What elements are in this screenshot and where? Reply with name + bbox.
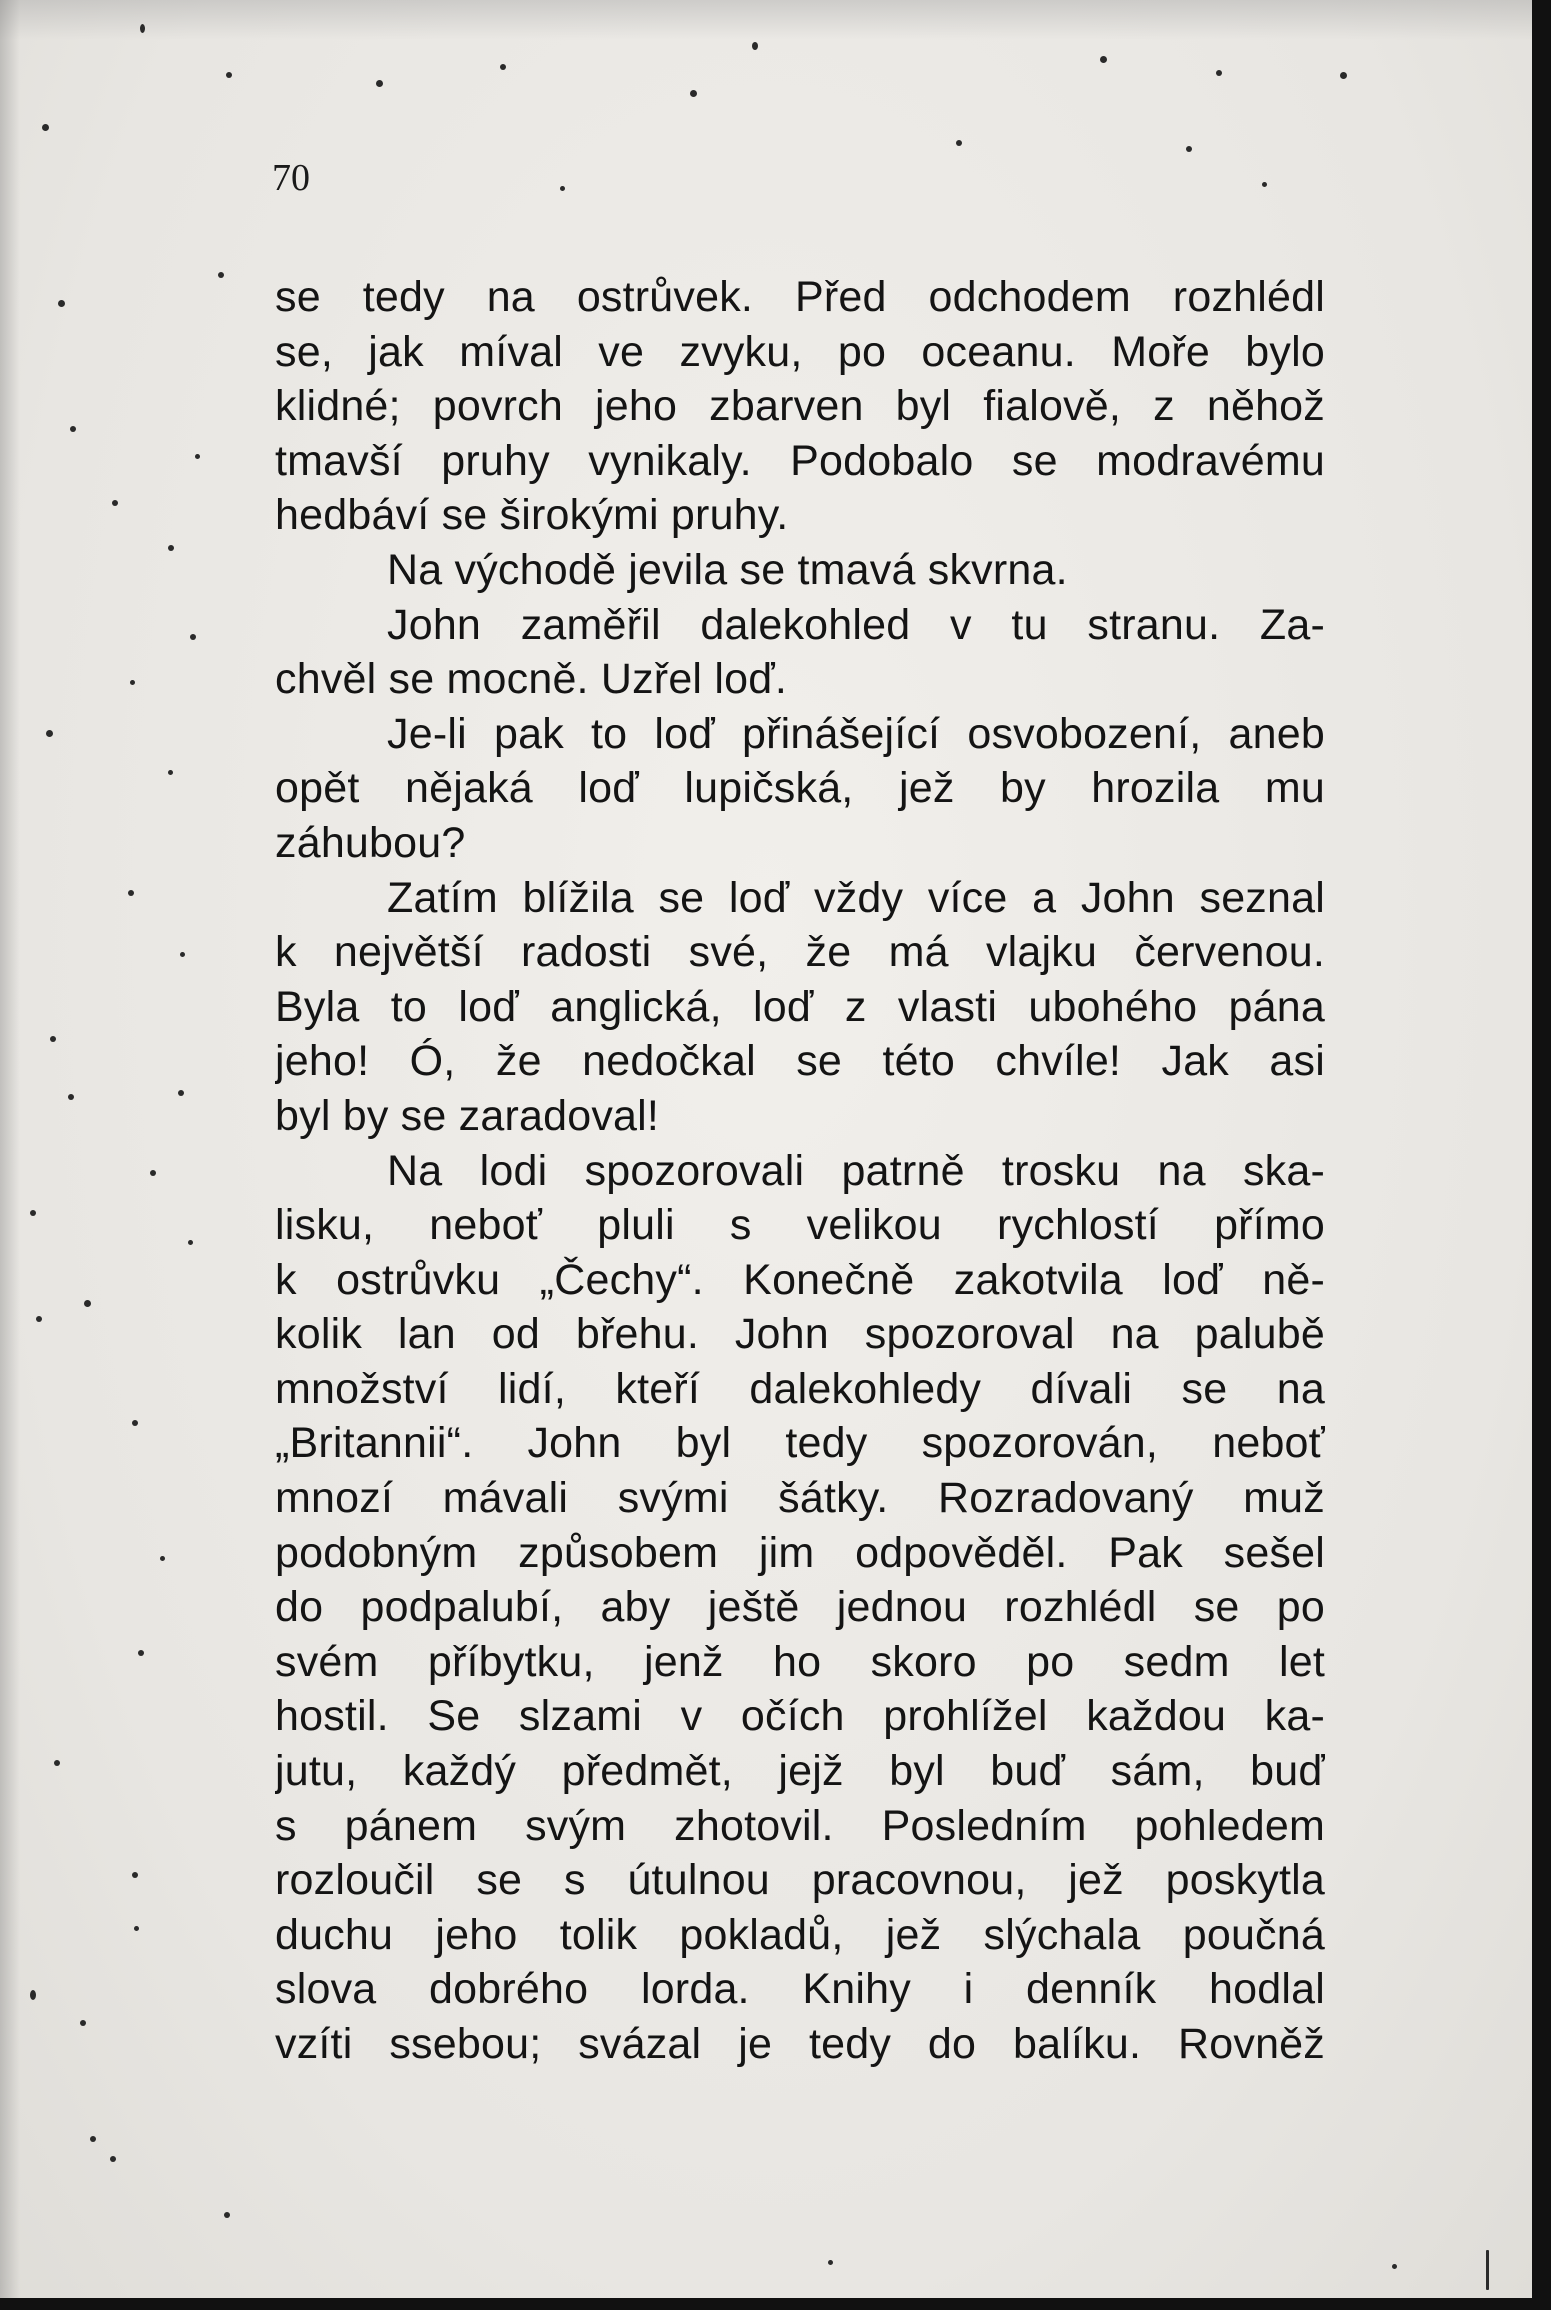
- text-line: tmavší pruhy vynikaly. Podobalo se modravému: [275, 436, 1325, 485]
- scan-speck: [1262, 182, 1267, 187]
- text-line: se tedy na ostrůvek. Před odchodem rozhlédl: [275, 273, 1325, 321]
- scan-speck: [168, 545, 174, 551]
- scan-border-bottom: [0, 2298, 1551, 2310]
- text-line: slova dobrého lorda. Knihy i denník hodlal: [275, 1965, 1325, 2014]
- text-line: svém příbytku, jenž ho skoro po sedm let: [275, 1637, 1325, 1686]
- scan-border-right: [1532, 0, 1551, 2310]
- text-line: John zaměřil dalekohled v tu stranu. Za-: [387, 600, 1325, 649]
- scan-speck: [178, 1090, 184, 1096]
- text-line: jeho! Ó, že nedočkal se této chvíle! Jak asi: [275, 1037, 1325, 1086]
- scan-speck: [1216, 70, 1222, 76]
- text-line: množství lidí, kteří dalekohledy dívali se na: [275, 1364, 1325, 1413]
- scan-speck: [128, 890, 134, 896]
- scan-speck: [42, 124, 49, 131]
- scan-speck: [30, 1210, 36, 1216]
- text-line: se, jak míval ve zvyku, po oceanu. Moře bylo: [275, 327, 1325, 376]
- scan-speck: [828, 2260, 833, 2265]
- text-line: Byla to loď anglická, loď z vlasti ubohého pána: [275, 982, 1325, 1031]
- scan-speck: [1392, 2264, 1397, 2269]
- scan-speck: [68, 1094, 74, 1100]
- scan-speck: [1340, 72, 1347, 79]
- page-number: 70: [272, 157, 310, 199]
- scan-speck: [218, 272, 224, 278]
- text-line: kolik lan od břehu. John spozoroval na palubě: [275, 1310, 1325, 1359]
- scan-speck: [160, 1556, 165, 1561]
- scan-speck: [1186, 146, 1192, 152]
- scan-speck: [90, 2136, 96, 2142]
- scan-speck: [752, 42, 758, 50]
- scan-speck: [140, 24, 145, 33]
- scan-speck: [132, 1420, 138, 1426]
- scan-speck: [54, 1760, 60, 1766]
- scan-speck: [50, 1036, 56, 1042]
- text-line: jutu, každý předmět, jejž byl buď sám, buď: [275, 1747, 1325, 1796]
- text-line: Zatím blížila se loď vždy více a John seznal: [387, 873, 1325, 922]
- scan-speck: [690, 90, 697, 97]
- scan-speck: [132, 1872, 138, 1878]
- text-line: hostil. Se slzami v očích prohlížel každou ka-: [275, 1692, 1325, 1741]
- scan-speck: [1486, 2250, 1489, 2290]
- text-line: hedbáví se širokými pruhy.: [275, 491, 789, 540]
- scan-speck: [112, 500, 118, 506]
- scan-top-shadow: [0, 0, 1532, 40]
- scan-speck: [226, 72, 232, 78]
- text-line: mnozí mávali svými šátky. Rozradovaný muž: [275, 1474, 1325, 1523]
- scan-speck: [150, 1170, 156, 1176]
- scan-speck: [70, 426, 76, 432]
- scan-speck: [84, 1300, 91, 1307]
- scan-speck: [46, 730, 53, 737]
- text-line: k ostrůvku „Čechy“. Konečně zakotvila loď ně-: [275, 1255, 1325, 1304]
- scan-speck: [36, 1316, 42, 1322]
- scan-speck: [168, 770, 173, 775]
- text-line: rozloučil se s útulnou pracovnou, jež poskytla: [275, 1856, 1325, 1905]
- text-line: Na východě jevila se tmavá skvrna.: [387, 545, 1068, 594]
- text-line: vzíti ssebou; svázal je tedy do balíku. Rovněž: [275, 2020, 1325, 2068]
- text-line: duchu jeho tolik pokladů, jež slýchala poučná: [275, 1910, 1325, 1959]
- text-line: k největší radosti své, že má vlajku červenou.: [275, 928, 1325, 977]
- text-line: byl by se zaradoval!: [275, 1091, 660, 1140]
- scan-speck: [195, 454, 200, 459]
- scan-gutter-shadow: [0, 0, 20, 2298]
- scan-speck: [190, 634, 196, 640]
- scan-speck: [560, 186, 565, 191]
- text-line: záhubou?: [275, 818, 466, 867]
- scan-speck: [1100, 56, 1107, 63]
- text-line: lisku, neboť pluli s velikou rychlostí přímo: [275, 1201, 1325, 1250]
- scan-speck: [500, 64, 506, 70]
- scan-speck: [134, 1926, 139, 1931]
- scan-speck: [58, 300, 65, 307]
- text-line: s pánem svým zhotovil. Posledním pohledem: [275, 1801, 1325, 1850]
- scan-speck: [376, 80, 383, 87]
- scan-speck: [224, 2212, 230, 2218]
- scan-speck: [30, 1990, 36, 2000]
- text-line: do podpalubí, aby ještě jednou rozhlédl se po: [275, 1583, 1325, 1632]
- text-line: Na lodi spozorovali patrně trosku na ska-: [387, 1146, 1325, 1195]
- scan-speck: [80, 2020, 86, 2026]
- scan-speck: [110, 2156, 116, 2162]
- body-text: [275, 270, 1325, 2072]
- scan-speck: [956, 140, 962, 146]
- text-line: podobným způsobem jim odpověděl. Pak sešel: [275, 1528, 1325, 1577]
- scan-speck: [138, 1650, 144, 1656]
- scan-speck: [180, 952, 185, 957]
- text-line: „Britannii“. John byl tedy spozorován, neboť: [275, 1419, 1325, 1468]
- scan-speck: [130, 680, 135, 685]
- text-line: opět nějaká loď lupičská, jež by hrozila mu: [275, 764, 1325, 813]
- text-line: Je-li pak to loď přinášející osvobození, aneb: [387, 709, 1325, 758]
- text-line: chvěl se mocně. Uzřel loď.: [275, 655, 787, 704]
- text-line: klidné; povrch jeho zbarven byl fialově, z něhož: [275, 382, 1325, 431]
- scan-speck: [188, 1240, 193, 1245]
